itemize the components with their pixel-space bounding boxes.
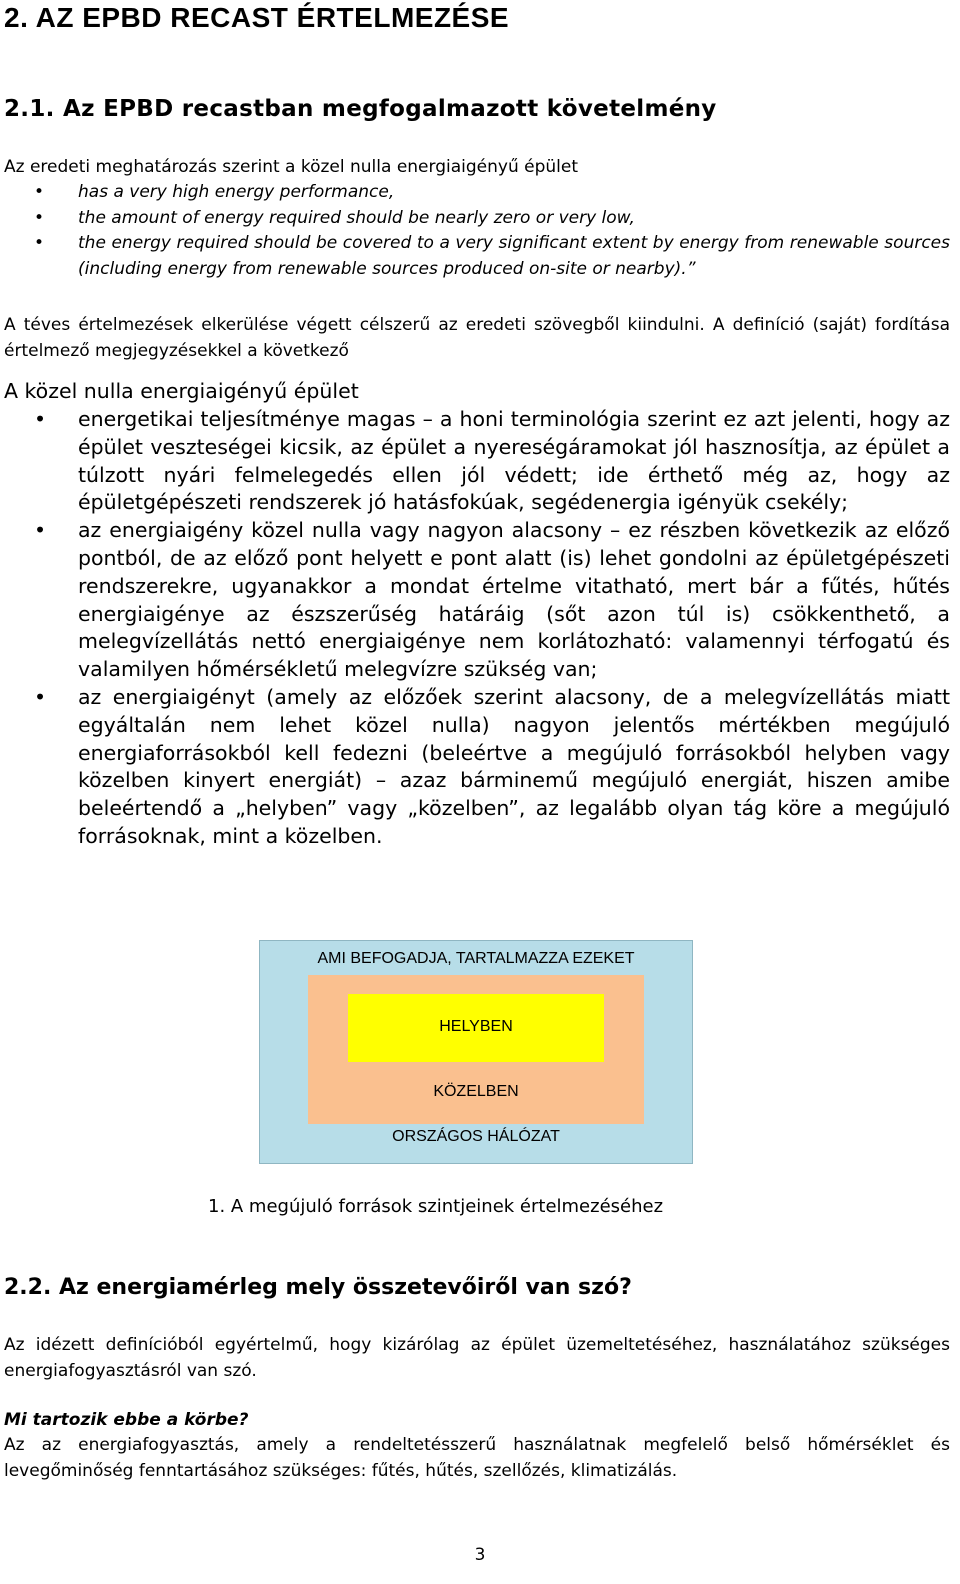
list-item-text: the amount of energy required should be nearly zero or very low, [78, 207, 635, 228]
english-definition-list [4, 180, 950, 282]
section-2-2-sub-paragraph: Az az energiafogyasztás, amely a rendeltetésszerű használatnak megfelelő belső hőmérséklet és levegőminőség fenntartásához szükséges: fűtés, hűtés, szellőzés, klimatizálás. [4, 1435, 950, 1481]
list-item [4, 406, 950, 517]
main-heading: 2. AZ EPBD RECAST ÉRTELMEZÉSE [4, 2, 510, 33]
bullet: • [34, 233, 45, 253]
hungarian-definition-intro: A közel nulla energiaigényű épület [4, 379, 359, 403]
bullet: • [34, 518, 47, 543]
bullet: • [34, 207, 45, 228]
section-2-1-title: 2.1. Az EPBD recastban megfogalmazott követelmény [4, 96, 717, 122]
diagram-outer-label: AMI BEFOGADJA, TARTALMAZZA EZEKET [317, 950, 635, 967]
list-item-text: az energiaigény közel nulla vagy nagyon alacsony – ez részben következik az előző pontból, de az előző pont helyett e pont alatt (is) lehet gondolni az épületgépészeti rendszerekre, ugyanakkor a mondat értelme vitatható, mert bár a fűtés, hűtés energiaigénye az észszerűség határáig (sőt azon túl is) csökkenthető, a melegvízellátás nettó energiaigénye nem korlátozható: valamennyi térfogatú és valamilyen hőmérsékletű melegvízre szükség van; [78, 518, 950, 682]
list-item [4, 684, 950, 851]
original-definition-intro: Az eredeti meghatározás szerint a közel nulla energiaigényű épület [4, 157, 578, 177]
list-item [4, 206, 950, 232]
bullet: • [34, 182, 45, 202]
section-2-2-title: 2.2. Az energiamérleg mely összetevőiről van szó? [4, 1275, 632, 1300]
list-item-text: az energiaigényt (amely az előzőek szerint alacsony, de a melegvízellátás miatt egyáltalán nem lehet közel nulla) nagyon jelentős mértékben megújuló energiaforrásokból kell fedezni (beleértve a megújuló forrásokból helyben vagy közelben kinyert energiát) – azaz bárminemű megújuló energiát, hiszen amibe beleértendő a „helyben” vagy „közelben”, az legalább olyan tág köre a megújuló forrásoknak, mint a közelben. [78, 684, 950, 848]
explanation-paragraph: A téves értelmezések elkerülése végett célszerű az eredeti szövegből kiindulni. A definíció (saját) fordítása értelmező megjegyzésekkel a következő [4, 315, 950, 361]
diagram-national-grid-label: ORSZÁGOS HÁLÓZAT [392, 1128, 560, 1145]
list-item-text: the energy required should be covered to a very significant extent by energy from renewable sources (including energy from renewable sources produced on-site or nearby).” [78, 233, 950, 279]
diagram-onsite-label: HELYBEN [439, 1018, 513, 1035]
hungarian-definition-list [4, 406, 950, 851]
diagram-nearby-label: KÖZELBEN [433, 1083, 519, 1100]
bullet: • [34, 407, 47, 431]
list-item [4, 231, 950, 282]
section-2-2-paragraph: Az idézett definícióból egyértelmű, hogy kizárólag az épület üzemeltetéséhez, használatához szükséges energiafogyasztásról van szó. [4, 1335, 950, 1381]
figure-caption: 1. A megújuló források szintjeinek értelmezéséhez [208, 1196, 664, 1217]
list-item [4, 517, 950, 684]
subheading: Mi tartozik ebbe a körbe? [4, 1410, 249, 1430]
diagram-onsite-box [348, 994, 604, 1062]
diagram-nearby-box [308, 975, 644, 1124]
list-item-text: has a very high energy performance, [78, 182, 395, 202]
list-item [4, 180, 950, 206]
page-number: 3 [474, 1545, 486, 1565]
list-item-text: energetikai teljesítménye magas – a honi terminológia szerint ez azt jelenti, hogy az épület veszteségei kicsik, az épület a nyereségáramokat jól hasznosítja, az épület a túlzott nyári felmelegedés ellen jól védett; ide érthető még az, hogy az épületgépészeti rendszerek jó hatásfokúak, segédenergia igényük csekély; [78, 407, 950, 515]
renewable-levels-diagram [259, 940, 693, 1164]
bullet: • [34, 684, 47, 709]
